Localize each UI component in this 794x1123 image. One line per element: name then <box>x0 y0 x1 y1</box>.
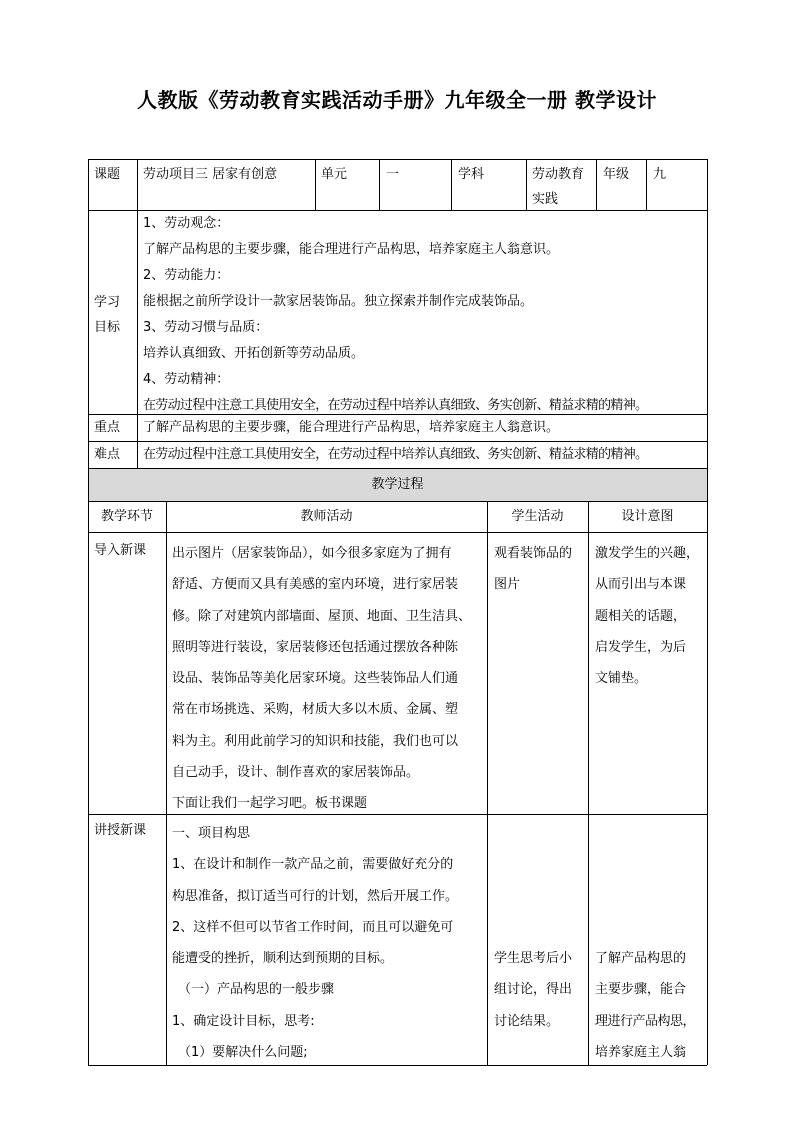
table-col-divider <box>646 159 647 210</box>
table-col-divider <box>379 159 380 210</box>
table-border-top <box>88 159 707 160</box>
teacher-line: 照明等进行装设，家居装修还包括通过摆放各种陈 <box>172 639 459 655</box>
teacher-line: 2、这样不但可以节省工作时间，而且可以避免可 <box>172 919 454 935</box>
teacher-line: 自己动手，设计、制作喜欢的家居装饰品。 <box>172 765 420 781</box>
document-title: 人教版《劳动教育实践活动手册》九年级全一册 教学设计 <box>137 88 657 112</box>
table-rule <box>88 468 707 469</box>
objective-line: 1、劳动观念： <box>143 216 230 231</box>
unit-value: 一 <box>386 167 400 182</box>
subject-value-line-1: 劳动教育 <box>532 167 585 182</box>
teacher-line: 1、在设计和制作一款产品之前，需要做好充分的 <box>172 857 454 873</box>
intent-line: 文铺垫。 <box>595 671 648 687</box>
difficulty-value: 在劳动过程中注意工具使用安全，在劳动过程中培养认真细致、务实创新、精益求精的精神。 <box>143 447 648 462</box>
key-point-label: 重点 <box>94 420 121 435</box>
lesson-label: 课题 <box>94 167 121 182</box>
intent-line: 了解产品构思的 <box>595 951 687 966</box>
objective-line: 2、劳动能力： <box>143 268 230 283</box>
table-col-divider <box>526 159 527 210</box>
column-header-student: 学生活动 <box>511 509 564 524</box>
new-lesson-student-activity <box>494 943 572 1037</box>
unit-label: 单元 <box>321 167 348 182</box>
intro-stage: 导入新课 <box>94 543 147 558</box>
student-line: 图片 <box>494 577 521 593</box>
teacher-line: 修。除了对建筑内部墙面、屋顶、地面、卫生洁具、 <box>172 608 472 624</box>
objectives-content <box>143 211 705 419</box>
grade-label: 年级 <box>603 167 630 182</box>
column-header-teacher: 教师活动 <box>300 509 353 524</box>
objective-line: 培养认真细致、开拓创新等劳动品质。 <box>143 346 365 361</box>
objective-line: 能根据之前所学设计一款家居装饰品。独立探索并制作完成装饰品。 <box>143 294 534 309</box>
intro-teacher-activity <box>172 538 484 820</box>
key-point-value: 了解产品构思的主要步骤，能合理进行产品构思，培养家庭主人翁意识。 <box>143 420 560 435</box>
objectives-label-line-1: 学习 <box>94 295 121 310</box>
teacher-line: 下面让我们一起学习吧。板书课题 <box>172 796 368 812</box>
intent-line: 启发学生，为后 <box>595 639 687 655</box>
objective-line: 了解产品构思的主要步骤，能合理进行产品构思，培养家庭主人翁意识。 <box>143 242 560 257</box>
student-line: 讨论结果。 <box>494 1013 560 1029</box>
teacher-line: 构思准备，拟订适当可行的计划，然后开展工作。 <box>172 888 459 904</box>
student-line: 学生思考后小 <box>494 951 573 966</box>
table-rule <box>88 501 707 502</box>
subject-label: 学科 <box>458 167 485 182</box>
lesson-value: 劳动项目三 居家有创意 <box>143 167 278 182</box>
teacher-line: （一）产品构思的一般步骤 <box>178 982 335 998</box>
teacher-line: 常在市场挑选、采购，材质大多以木质、金属、塑 <box>172 702 459 718</box>
intent-line: 主要步骤，能合 <box>595 982 687 998</box>
grade-value: 九 <box>653 167 667 182</box>
table-rule <box>88 532 707 533</box>
objective-line: 4、劳动精神： <box>143 372 230 387</box>
intent-line: 培养家庭主人翁 <box>595 1044 687 1060</box>
intro-student-activity <box>494 538 572 601</box>
intent-line: 从而引出与本课 <box>595 577 687 593</box>
table-col-divider <box>315 159 316 210</box>
table-col-divider <box>137 159 138 468</box>
new-lesson-design-intent <box>595 943 695 1068</box>
objectives-label-line-2: 目标 <box>94 320 121 335</box>
intent-line: 题相关的话题， <box>595 608 687 624</box>
intent-line: 理进行产品构思， <box>595 1013 696 1029</box>
intro-design-intent <box>595 538 699 694</box>
teacher-line: 出示图片（居家装饰品），如今很多家庭为了拥有 <box>172 546 452 561</box>
new-lesson-teacher-activity <box>172 818 484 1068</box>
student-line: 观看装饰品的 <box>494 546 573 561</box>
difficulty-label: 难点 <box>94 447 121 462</box>
student-line: 组讨论，得出 <box>494 982 573 998</box>
objective-line: 在劳动过程中注意工具使用安全，在劳动过程中培养认真细致、务实创新、精益求精的精神。 <box>143 398 648 413</box>
column-header-stage: 教学环节 <box>100 509 153 524</box>
teacher-line: 设品、装饰品等美化居家环境。这些装饰品人们通 <box>172 671 459 687</box>
table-border-right <box>707 159 708 1065</box>
objective-line: 3、劳动习惯与品质： <box>143 320 269 335</box>
table-col-divider <box>487 501 488 1065</box>
teacher-line: 舒适、方便而又具有美感的室内环境，进行家居装 <box>172 577 459 593</box>
teacher-line: 一、项目构思 <box>172 826 251 841</box>
process-heading: 教学过程 <box>371 477 424 492</box>
table-col-divider <box>166 501 167 1065</box>
table-col-divider <box>596 159 597 210</box>
table-col-divider <box>451 159 452 210</box>
table-col-divider <box>588 501 589 1065</box>
subject-value-line-2: 实践 <box>532 192 559 207</box>
column-header-intent: 设计意图 <box>621 509 674 524</box>
teacher-line: 能遭受的挫折，顺利达到预期的目标。 <box>172 951 394 967</box>
teacher-line: （1）要解决什么问题; <box>178 1045 308 1061</box>
teacher-line: 1、确定设计目标，思考: <box>172 1013 315 1029</box>
intent-line: 激发学生的兴趣， <box>595 546 700 561</box>
teacher-line: 料为主。利用此前学习的知识和技能，我们也可以 <box>172 733 459 749</box>
new-lesson-stage: 讲授新课 <box>94 823 147 838</box>
table-border-left <box>88 159 89 1065</box>
